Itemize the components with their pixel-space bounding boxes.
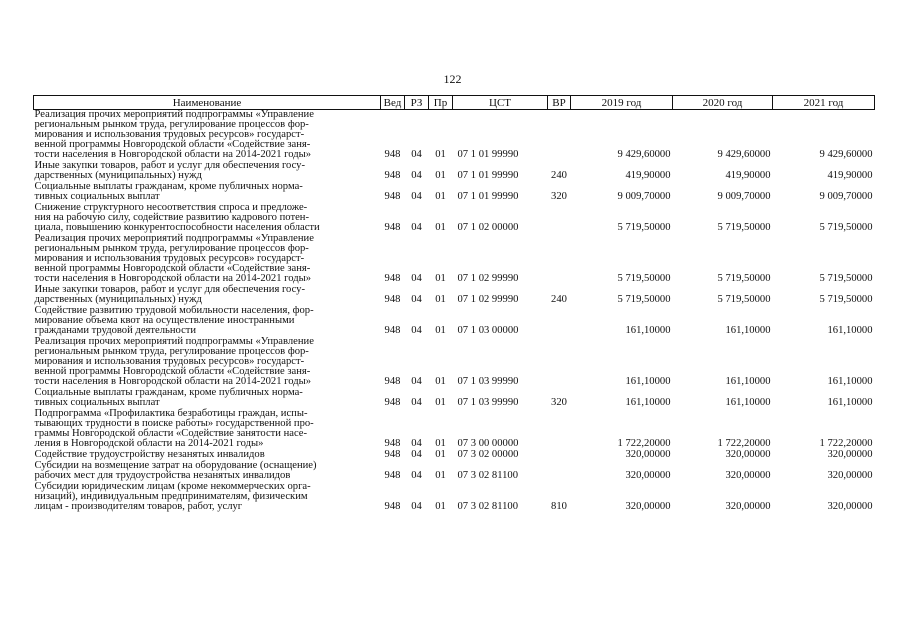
name-line: ния на рабочую силу, содействие развитию кадрового потен- <box>34 212 309 223</box>
cell-pr: 01 <box>435 470 446 481</box>
header-2020: 2020 год <box>673 96 773 110</box>
cell-ved: 948 <box>384 438 401 449</box>
cell-2019: 9 429,60000 <box>617 149 671 160</box>
cell-rz: 04 <box>411 273 422 284</box>
name-line: Подпрограмма «Профилактика безработицы граждан, испы- <box>34 408 308 419</box>
cell-2020: 9 429,60000 <box>717 149 771 160</box>
table-body <box>34 110 875 514</box>
cell-name <box>34 388 381 409</box>
cell-cst: 07 1 03 00000 <box>457 325 519 336</box>
cell-2021: 161,10000 <box>827 325 873 336</box>
name-line: региональным рынком труда, регулирование процессов фор- <box>34 119 309 130</box>
cell-2019: 320,00000 <box>625 470 671 481</box>
name-line: низаций), индивидуальным предпринимателям, физическим <box>34 491 308 502</box>
name-line: тивных социальных выплат <box>34 397 160 408</box>
table-row <box>34 461 875 482</box>
cell-2020: 5 719,50000 <box>717 222 771 233</box>
cell-ved: 948 <box>384 325 401 336</box>
header-2021: 2021 год <box>773 96 875 110</box>
cell-vr <box>548 450 571 461</box>
header-vr: ВР <box>548 96 571 110</box>
table-row <box>34 337 875 388</box>
cell-2021: 320,00000 <box>827 501 873 512</box>
name-line: региональным рынком труда, регулирование процессов фор- <box>34 243 309 254</box>
cell-cst: 07 1 02 99990 <box>457 294 519 305</box>
cell-rz: 04 <box>411 191 422 202</box>
name-line: мирование объема квот на осуществление иностранными <box>34 315 295 326</box>
cell-2020: 9 009,70000 <box>717 191 771 202</box>
name-line: Иные закупки товаров, работ и услуг для обеспечения госу- <box>34 160 306 171</box>
name-line: региональным рынком труда, регулирование процессов фор- <box>34 346 309 357</box>
name-line: тости населения в Новгородской области на 2014-2021 годы» <box>34 149 312 160</box>
cell-ved: 948 <box>384 191 401 202</box>
cell-vr: 240 <box>551 294 567 305</box>
cell-pr: 01 <box>435 438 446 449</box>
cell-2021: 161,10000 <box>827 397 873 408</box>
cell-2021: 5 719,50000 <box>819 273 873 284</box>
cell-rz: 04 <box>411 222 422 233</box>
cell-2021: 161,10000 <box>827 376 873 387</box>
cell-pr: 01 <box>435 325 446 336</box>
cell-vr <box>548 234 571 285</box>
cell-name <box>34 285 381 306</box>
cell-vr <box>548 203 571 234</box>
cell-rz: 04 <box>411 449 422 460</box>
name-line: дарственных (муниципальных) нужд <box>34 294 202 305</box>
name-line: дарственных (муниципальных) нужд <box>34 170 202 181</box>
cell-2020: 320,00000 <box>725 501 771 512</box>
name-line: Реализация прочих мероприятий подпрограммы «Управление <box>34 336 314 347</box>
cell-cst: 07 1 03 99990 <box>457 376 519 387</box>
header-2019: 2019 год <box>571 96 673 110</box>
name-line: Снижение структурного несоответствия спроса и предложе- <box>34 202 308 213</box>
cell-ved: 948 <box>384 501 401 512</box>
cell-pr: 01 <box>435 501 446 512</box>
table-row <box>34 234 875 285</box>
name-line: Реализация прочих мероприятий подпрограммы «Управление <box>34 109 314 120</box>
name-line: рабочих мест для трудоустройства незанятых инвалидов <box>34 470 291 481</box>
cell-ved: 948 <box>384 449 401 460</box>
cell-2020: 5 719,50000 <box>717 273 771 284</box>
cell-2019: 320,00000 <box>625 449 671 460</box>
name-line: Реализация прочих мероприятий подпрограммы «Управление <box>34 233 314 244</box>
cell-vr: 240 <box>551 170 567 181</box>
header-ved: Вед <box>381 96 405 110</box>
table-row <box>34 110 875 162</box>
cell-name <box>34 482 381 513</box>
name-line: ления в Новгородской области на 2014-2021 годы» <box>34 438 264 449</box>
table-row <box>34 203 875 234</box>
cell-2019: 9 009,70000 <box>617 191 671 202</box>
cell-2019: 5 719,50000 <box>617 273 671 284</box>
cell-ved: 948 <box>384 294 401 305</box>
cell-rz: 04 <box>411 149 422 160</box>
name-line: тывающих трудности в поиске работы» государственной про- <box>34 418 314 429</box>
name-line: Субсидии на возмещение затрат на оборудование (оснащение) <box>34 460 317 471</box>
cell-cst: 07 1 02 99990 <box>457 273 519 284</box>
table-row <box>34 409 875 450</box>
cell-name <box>34 337 381 388</box>
cell-ved: 948 <box>384 222 401 233</box>
table-row <box>34 388 875 409</box>
cell-rz: 04 <box>411 397 422 408</box>
cell-2020: 320,00000 <box>725 449 771 460</box>
cell-name <box>34 161 381 182</box>
cell-vr: 320 <box>551 397 567 408</box>
cell-2019: 161,10000 <box>625 376 671 387</box>
cell-2021: 320,00000 <box>827 449 873 460</box>
cell-name <box>34 306 381 337</box>
cell-2020: 161,10000 <box>725 397 771 408</box>
cell-vr <box>548 409 571 450</box>
cell-cst: 07 3 00 00000 <box>457 438 519 449</box>
cell-2021: 320,00000 <box>827 470 873 481</box>
table-row <box>34 161 875 182</box>
cell-rz: 04 <box>411 294 422 305</box>
cell-ved: 948 <box>384 273 401 284</box>
table-row <box>34 482 875 513</box>
cell-ved: 948 <box>384 397 401 408</box>
cell-rz: 04 <box>411 376 422 387</box>
cell-2021: 1 722,20000 <box>819 438 873 449</box>
header-rz: РЗ <box>405 96 429 110</box>
cell-cst: 07 1 01 99990 <box>457 149 519 160</box>
cell-cst: 07 3 02 00000 <box>457 449 519 460</box>
cell-pr: 01 <box>435 376 446 387</box>
cell-name <box>34 203 381 234</box>
cell-cst: 07 1 01 99990 <box>457 191 519 202</box>
cell-ved: 948 <box>384 376 401 387</box>
cell-2020: 5 719,50000 <box>717 294 771 305</box>
table-header-row <box>34 96 875 110</box>
name-line: лицам - производителям товаров, работ, услуг <box>34 501 243 512</box>
name-line: мирования и использования трудовых ресурсов» государст- <box>34 253 305 264</box>
name-line: венной программы Новгородской области «Содействие заня- <box>34 139 311 150</box>
cell-cst: 07 1 02 00000 <box>457 222 519 233</box>
name-line: Иные закупки товаров, работ и услуг для обеспечения госу- <box>34 284 306 295</box>
cell-pr: 01 <box>435 149 446 160</box>
cell-pr: 01 <box>435 222 446 233</box>
header-name: Наименование <box>34 96 381 110</box>
cell-pr: 01 <box>435 273 446 284</box>
header-pr: Пр <box>429 96 453 110</box>
cell-2019: 1 722,20000 <box>617 438 671 449</box>
cell-2021: 419,90000 <box>827 170 873 181</box>
cell-vr <box>548 306 571 337</box>
name-line: венной программы Новгородской области «Содействие заня- <box>34 366 311 377</box>
cell-2020: 419,90000 <box>725 170 771 181</box>
cell-2019: 320,00000 <box>625 501 671 512</box>
name-line: мирования и использования трудовых ресурсов» государст- <box>34 129 305 140</box>
header-cst: ЦСТ <box>453 96 548 110</box>
name-line: Социальные выплаты гражданам, кроме публичных норма- <box>34 387 303 398</box>
name-line: гражданами трудовой деятельности <box>34 325 197 336</box>
cell-vr: 810 <box>551 501 567 512</box>
cell-vr <box>548 110 571 162</box>
cell-2021: 9 429,60000 <box>819 149 873 160</box>
cell-name <box>34 409 381 450</box>
cell-pr: 01 <box>435 294 446 305</box>
name-line: тости населения в Новгородской области на 2014-2021 годы» <box>34 376 312 387</box>
table-row <box>34 285 875 306</box>
name-line: циала, повышению конкурентоспособности населения области <box>34 222 320 233</box>
cell-ved: 948 <box>384 470 401 481</box>
cell-rz: 04 <box>411 470 422 481</box>
cell-cst: 07 1 01 99990 <box>457 170 519 181</box>
table-row <box>34 306 875 337</box>
cell-cst: 07 3 02 81100 <box>457 501 519 512</box>
cell-name <box>34 182 381 203</box>
cell-2021: 9 009,70000 <box>819 191 873 202</box>
cell-2020: 1 722,20000 <box>717 438 771 449</box>
cell-2019: 5 719,50000 <box>617 294 671 305</box>
budget-table <box>33 95 875 513</box>
name-line: Содействие трудоустройству незанятых инвалидов <box>34 449 265 460</box>
cell-vr <box>548 337 571 388</box>
cell-cst: 07 3 02 81100 <box>457 470 519 481</box>
cell-2020: 161,10000 <box>725 325 771 336</box>
cell-2021: 5 719,50000 <box>819 222 873 233</box>
cell-2019: 5 719,50000 <box>617 222 671 233</box>
cell-name <box>34 234 381 285</box>
cell-cst: 07 1 03 99990 <box>457 397 519 408</box>
cell-pr: 01 <box>435 449 446 460</box>
cell-2021: 5 719,50000 <box>819 294 873 305</box>
name-line: Содействие развитию трудовой мобильности населения, фор- <box>34 305 314 316</box>
cell-rz: 04 <box>411 170 422 181</box>
cell-2020: 161,10000 <box>725 376 771 387</box>
cell-2020: 320,00000 <box>725 470 771 481</box>
name-line: Субсидии юридическим лицам (кроме некоммерческих орга- <box>34 481 311 492</box>
cell-pr: 01 <box>435 170 446 181</box>
table-row <box>34 182 875 203</box>
cell-2019: 161,10000 <box>625 397 671 408</box>
cell-rz: 04 <box>411 438 422 449</box>
name-line: мирования и использования трудовых ресурсов» государст- <box>34 356 305 367</box>
cell-pr: 01 <box>435 191 446 202</box>
name-line: венной программы Новгородской области «Содействие заня- <box>34 263 311 274</box>
name-line: граммы Новгородской области «Содействие занятости насе- <box>34 428 308 439</box>
cell-name <box>34 110 381 162</box>
name-line: тивных социальных выплат <box>34 191 160 202</box>
name-line: тости населения в Новгородской области на 2014-2021 годы» <box>34 273 312 284</box>
cell-vr <box>548 461 571 482</box>
cell-rz: 04 <box>411 501 422 512</box>
cell-name <box>34 461 381 482</box>
cell-vr: 320 <box>551 191 567 202</box>
cell-2019: 161,10000 <box>625 325 671 336</box>
cell-pr: 01 <box>435 397 446 408</box>
cell-ved: 948 <box>384 149 401 160</box>
name-line: Социальные выплаты гражданам, кроме публичных норма- <box>34 181 303 192</box>
cell-rz: 04 <box>411 325 422 336</box>
page-number: 122 <box>443 72 462 86</box>
cell-ved: 948 <box>384 170 401 181</box>
cell-2019: 419,90000 <box>625 170 671 181</box>
